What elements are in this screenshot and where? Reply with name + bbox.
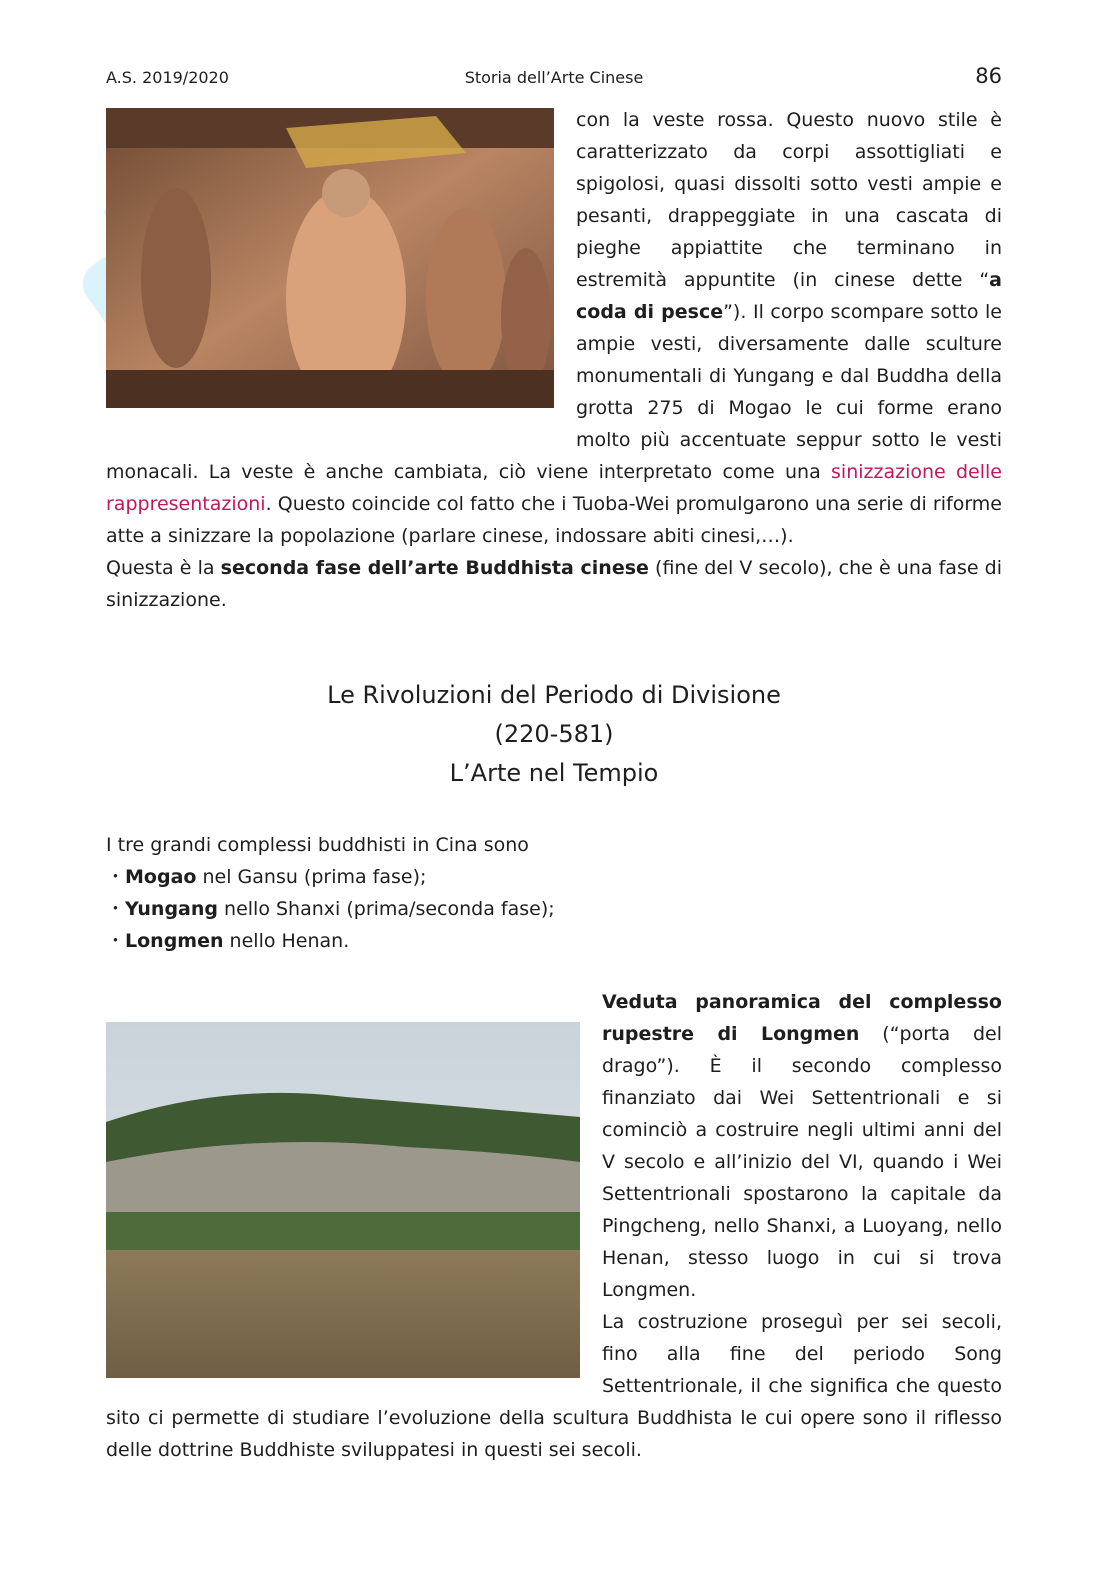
bullet: ・ [106, 866, 126, 888]
term-seconda-fase: seconda fase dell’arte Buddhista cinese [220, 557, 649, 579]
text-run: ”). Il corpo scompare sotto le ampie vesti, diversamente dalle sculture monumentali di Yungang e dal Buddha della grotta 275 di Mogao le cui forme erano molto più accentuate seppur sotto le vesti monacali. La veste è anche cambiata, ciò viene interpretato come una [106, 301, 1002, 483]
list-item-name: Longmen [125, 930, 224, 952]
title-line-3: L’Arte nel Tempio [449, 759, 659, 787]
list-item-text: nello Henan. [223, 930, 350, 952]
term-a-coda-di-pesce: a coda di pesce [576, 269, 1002, 323]
page-header [106, 64, 1002, 92]
list-intro: I tre grandi complessi buddhisti in Cina sono [106, 834, 529, 856]
title-line-2: (220-581) [494, 720, 614, 748]
bullet: ・ [106, 930, 126, 952]
course-title: Storia dell’Arte Cinese [464, 68, 644, 87]
text-run: con la veste rossa. Questo nuovo stile è caratterizzato da corpi assottigliati e spigolosi, quasi dissolti sotto vesti ampie e pesanti, drappeggiate in una cascata di pieghe appiattite che terminano in estremità appuntite (in cinese dette “ [576, 109, 1002, 291]
paragraph-seconda-fase [106, 552, 1002, 616]
text-run: Questa è la [106, 557, 221, 579]
list-item [106, 893, 1002, 925]
list-item [106, 861, 1002, 893]
list-item-text: nello Shanxi (prima/seconda fase); [218, 898, 555, 920]
complexes-list [106, 829, 1002, 957]
title-line-1: Le Rivoluzioni del Periodo di Divisione [327, 681, 781, 709]
text-run: (“porta del drago”). È il secondo complesso finanziato dai Wei Settentrionali e si cominciò a costruire negli ultimi anni del V secolo e all’inizio del VI, quando i Wei Settentrionali spostarono la capitale da Pingcheng, nello Shanxi, a Luoyang, nello Henan, stesso luogo in cui si trova Longmen. [602, 1023, 1003, 1301]
section-text-2 [106, 986, 1002, 1466]
list-item-name: Mogao [125, 866, 197, 888]
page-number: 86 [975, 64, 1002, 88]
school-year: A.S. 2019/2020 [106, 68, 229, 87]
bullet: ・ [106, 898, 126, 920]
caption-longmen: Veduta panoramica del complesso rupestre di Longmen [602, 991, 1002, 1045]
highlight-sinizzazione: sinizzazione delle rappresentazioni [106, 461, 1002, 515]
list-item-text: nel Gansu (prima fase); [196, 866, 427, 888]
list-item [106, 925, 1002, 957]
text-run: (fine del V secolo), che è una fase di sinizzazione. [106, 557, 1002, 611]
section-title [106, 676, 1002, 793]
list-item-name: Yungang [125, 898, 218, 920]
paragraph-costruzione: La costruzione proseguì per sei secoli, fino alla fine del periodo Song Settentrionale, il che significa che questo sito ci permette di studiare l’evoluzione della scultura Buddhista le cui opere sono il riflesso delle dottrine Buddhiste sviluppatesi in questi sei secoli. [106, 1311, 1002, 1461]
text-run: . Questo coincide col fatto che i Tuoba-Wei promulgarono una serie di riforme atte a sinizzare la popolazione (parlare cinese, indossare abiti cinesi,…). [106, 493, 1002, 547]
section-text-1 [106, 104, 1002, 616]
